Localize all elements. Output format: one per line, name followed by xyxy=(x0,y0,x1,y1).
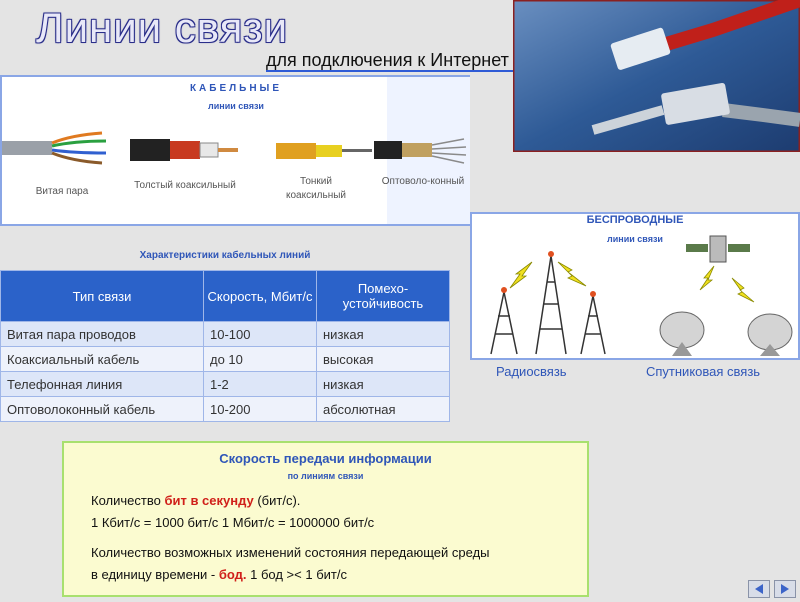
cable-panel-title: КАБЕЛЬНЫЕ xyxy=(189,83,283,94)
speed-line-1-suffix: (бит/с). xyxy=(253,493,301,508)
table-cell: Коаксиальный кабель xyxy=(1,347,204,372)
network-cable-photo xyxy=(513,0,800,152)
table-row xyxy=(1,372,450,397)
speed-line-4-suffix: 1 бод >< 1 бит/с xyxy=(246,567,347,582)
speed-info-box xyxy=(62,441,589,597)
table-cell: абсолютная xyxy=(317,397,450,422)
satellite-icon xyxy=(652,230,798,365)
subtitle-underline xyxy=(266,70,552,72)
thin-coax-icon xyxy=(274,139,374,168)
table-header-cell: Скорость, Мбит/с xyxy=(204,271,317,322)
table-header-row xyxy=(1,271,450,322)
table-row xyxy=(1,322,450,347)
table-row xyxy=(1,397,450,422)
speed-line-1-highlight: бит в секунду xyxy=(164,493,254,508)
speed-line-4-highlight: бод. xyxy=(218,567,247,582)
table-cell: 1-2 xyxy=(204,372,317,397)
twisted-pair-icon xyxy=(2,129,112,174)
table-cell: высокая xyxy=(317,347,450,372)
speed-box-title: Скорость передачи информации xyxy=(219,451,432,466)
table-cell: до 10 xyxy=(204,347,317,372)
table-cell: низкая xyxy=(317,322,450,347)
wireless-panel-subtitle: линии связи xyxy=(607,234,663,244)
table-cell: Телефонная линия xyxy=(1,372,204,397)
wireless-lines-panel xyxy=(470,212,800,360)
speed-line-4-prefix: в единицу времени - xyxy=(91,567,219,582)
table-cell: низкая xyxy=(317,372,450,397)
table-cell: Оптоволоконный кабель xyxy=(1,397,204,422)
speed-line-1 xyxy=(91,493,300,508)
speed-line-1-prefix: Количество xyxy=(91,493,165,508)
page-title: Линии связи xyxy=(36,4,289,51)
thick-coax-icon xyxy=(130,135,240,170)
arrow-left-icon xyxy=(749,581,769,597)
radio-towers-icon xyxy=(486,244,616,361)
table-title: Характеристики кабельных линий xyxy=(139,250,311,261)
radio-label: Радиосвязь xyxy=(496,364,567,379)
table-header-cell: Тип связи xyxy=(1,271,204,322)
fiber-optic-label: Оптоволо-конный xyxy=(381,176,465,187)
twisted-pair-label: Витая пара xyxy=(35,186,89,197)
speed-line-4 xyxy=(91,567,347,582)
wireless-panel-title: БЕСПРОВОДНЫЕ xyxy=(586,214,684,226)
table-header-cell: Помехо-устойчивость xyxy=(317,271,450,322)
table-cell: 10-200 xyxy=(204,397,317,422)
cable-lines-panel xyxy=(0,75,470,226)
satellite-label: Спутниковая связь xyxy=(646,364,761,379)
prev-slide-button[interactable] xyxy=(748,580,770,598)
page-subtitle: для подключения к Интернет xyxy=(266,50,509,70)
speed-box-subtitle: по линиям связи xyxy=(287,471,364,481)
table-cell: 10-100 xyxy=(204,322,317,347)
table-row xyxy=(1,347,450,372)
table-cell: Витая пара проводов xyxy=(1,322,204,347)
thick-coax-label: Толстый коаксильный xyxy=(134,180,236,191)
fiber-optic-icon xyxy=(374,135,468,170)
next-slide-button[interactable] xyxy=(774,580,796,598)
speed-line-3: Количество возможных изменений состояния передающей среды xyxy=(91,545,490,560)
cable-panel-subtitle: линии связи xyxy=(208,101,264,111)
speed-line-2: 1 Кбит/с = 1000 бит/с 1 Мбит/с = 1000000 бит/с xyxy=(91,515,375,530)
characteristics-table xyxy=(0,270,450,422)
thin-coax-label: Тонкий коаксильный xyxy=(285,176,347,201)
arrow-right-icon xyxy=(775,581,795,597)
